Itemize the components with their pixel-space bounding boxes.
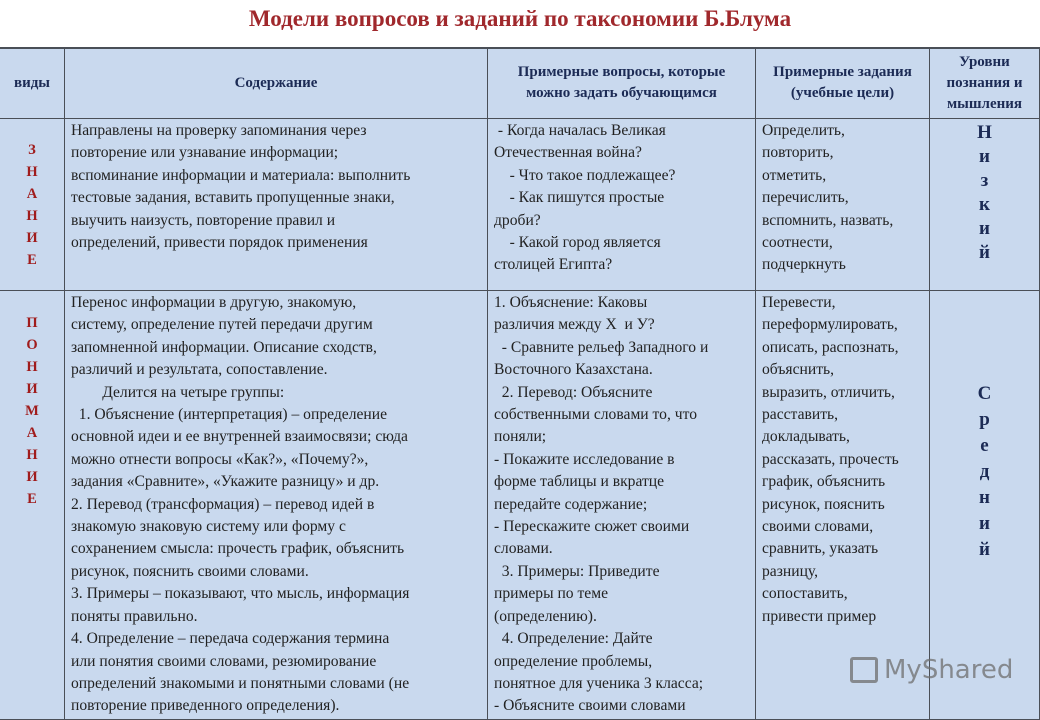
text-line: своими словами, (762, 518, 874, 536)
text-line: описать, распознать, (762, 338, 899, 356)
slide-title: Модели вопросов и заданий по таксономии Б.Блума (248, 6, 792, 31)
text-line: М (25, 403, 39, 419)
text-line: собственными словами то, что (494, 406, 698, 424)
text-line: тестовые задания, вставить пропущенные знаки, (71, 189, 395, 207)
text-line: Н (26, 447, 38, 463)
text-line: р (979, 409, 990, 430)
text-line: О (26, 337, 38, 353)
header-kinds: виды (0, 48, 65, 119)
header-tasks: Примерные задания (учебные цели) (756, 48, 930, 119)
text-line: примеры по теме (494, 585, 609, 603)
text-line: Е (27, 252, 37, 268)
text-line: привести пример (762, 607, 877, 625)
text-line: вспоминание информации и материала: выполнить (71, 166, 411, 184)
text-line: повторить, (762, 144, 834, 162)
presentation-icon (850, 657, 878, 683)
text-line: форме таблицы и вкратце (494, 473, 665, 491)
text-line: или понятия своими словами, резюмирование (71, 652, 377, 670)
text-line: и (979, 513, 990, 534)
content-knowledge (65, 119, 488, 291)
text-line: сопоставить, (762, 585, 848, 603)
text-line: з (980, 170, 989, 191)
text-line: понятное для ученика 3 класса; (494, 674, 704, 692)
text-line: вспомнить, назвать, (762, 211, 894, 229)
text-line: выразить, отличить, (762, 383, 895, 401)
text-line: основной идеи и ее внутренней взаимосвязи; сюда (71, 428, 408, 446)
text-line: расставить, (762, 406, 839, 424)
text-line: 4. Определение: Дайте (494, 630, 653, 648)
text-line: Н (26, 164, 38, 180)
text-line: 2. Перевод (трансформация) – перевод идей в (71, 495, 375, 513)
text-line: и (979, 218, 990, 239)
text-line: 1. Объяснение: Каковы (494, 294, 648, 311)
text-line: рисунок, пояснить (762, 495, 885, 513)
watermark (850, 655, 1013, 685)
text-line: 3. Примеры: Приведите (494, 562, 660, 580)
text-line: - Объясните своими словами (494, 697, 686, 715)
questions-knowledge (488, 119, 756, 291)
text-line: Делится на четыре группы: (71, 383, 285, 401)
text-line: е (980, 435, 989, 456)
text-line: Н (977, 122, 992, 143)
text-line: переформулировать, (762, 316, 898, 334)
text-line: й (979, 242, 990, 263)
text-line: объяснить, (762, 361, 835, 379)
text-line: поняты правильно. (71, 607, 198, 625)
text-line: сохранением смысла: прочесть график, объяснить (71, 540, 405, 558)
text-line: Определить, (762, 122, 845, 139)
text-line: рассказать, прочесть (762, 450, 899, 468)
text-line: перечислить, (762, 189, 849, 207)
text-line: И (26, 230, 38, 246)
text-line: И (26, 381, 38, 397)
text-line: поняли; (494, 428, 547, 446)
tasks-knowledge (756, 119, 930, 291)
text-line: (определению). (494, 607, 597, 625)
text-line: отметить, (762, 166, 827, 184)
text-line: повторение приведенного определения). (71, 697, 340, 715)
text-line: - Сравните рельеф Западного и (494, 338, 709, 356)
text-line: - Когда началась Великая (494, 122, 666, 139)
text-line: - Какой город является (494, 234, 661, 252)
text-line: докладывать, (762, 428, 850, 446)
text-line: н (979, 487, 990, 508)
header-questions: Примерные вопросы, которые можно задать обучающимся (488, 48, 756, 119)
watermark-text: MyShared (884, 655, 1014, 685)
text-line: передайте содержание; (494, 495, 648, 513)
text-line: П (26, 315, 38, 331)
table-top-border (0, 47, 1040, 49)
text-line: д (979, 461, 990, 482)
kind-understanding (0, 291, 65, 720)
text-line: дроби? (494, 211, 541, 229)
text-line: различий и результата, сопоставление. (71, 361, 328, 379)
text-line: запомненной информации. Описание сходств, (71, 338, 377, 356)
text-line: Е (27, 491, 37, 507)
text-line: - Что такое подлежащее? (494, 166, 676, 184)
text-line: определений знакомыми и понятными словами (не (71, 674, 410, 692)
text-line: и (979, 146, 990, 167)
text-line: Н (26, 359, 38, 375)
text-line: - Перескажите сюжет своими (494, 518, 690, 536)
header-content: Содержание (65, 48, 488, 119)
text-line: 1. Объяснение (интерпретация) – определение (71, 406, 388, 424)
text-line: систему, определение путей передачи другим (71, 316, 373, 334)
text-line: знакомую знаковую систему или форму с (71, 518, 346, 536)
taxonomy-table (0, 48, 1040, 720)
text-line: можно отнести вопросы «Как?», «Почему?», (71, 450, 369, 468)
questions-understanding (488, 291, 756, 720)
text-line: Направлены на проверку запоминания через (71, 122, 367, 139)
text-line: подчеркнуть (762, 256, 846, 274)
text-line: различия между Х и У? (494, 316, 655, 334)
text-line: задания «Сравните», «Укажите разницу» и др. (71, 473, 380, 491)
text-line: - Покажите исследование в (494, 450, 675, 468)
text-line: столицей Египта? (494, 256, 613, 274)
text-line: словами. (494, 540, 553, 558)
text-line: А (26, 425, 38, 441)
level-low (930, 119, 1040, 291)
text-line: разницу, (762, 562, 819, 580)
text-line: И (26, 469, 38, 485)
text-line: график, объяснить (762, 473, 886, 491)
text-line: сравнить, указать (762, 540, 879, 558)
text-line: 2. Перевод: Объясните (494, 383, 653, 401)
kind-knowledge (0, 119, 65, 291)
text-line: З (28, 142, 36, 158)
text-line: й (979, 539, 990, 560)
content-understanding (65, 291, 488, 720)
text-line: рисунок, пояснить своими словами. (71, 562, 309, 580)
text-line: Перевести, (762, 294, 836, 311)
text-line: определений, привести порядок применения (71, 234, 368, 252)
text-line: соотнести, (762, 234, 833, 252)
text-line: С (977, 383, 992, 404)
text-line: определение проблемы, (494, 652, 653, 670)
text-line: Перенос информации в другую, знакомую, (71, 294, 357, 311)
text-line: выучить наизусть, повторение правил и (71, 211, 336, 229)
text-line: 3. Примеры – показывают, что мысль, информация (71, 585, 410, 603)
text-line: Отечественная война? (494, 144, 642, 162)
text-line: Н (26, 208, 38, 224)
text-line: - Как пишутся простые (494, 189, 665, 207)
text-line: А (26, 186, 38, 202)
text-line: Восточного Казахстана. (494, 361, 653, 379)
header-levels: Уровни познания и мышления (930, 48, 1040, 119)
text-line: повторение или узнавание информации; (71, 144, 339, 162)
text-line: 4. Определение – передача содержания термина (71, 630, 390, 648)
text-line: к (979, 194, 990, 215)
